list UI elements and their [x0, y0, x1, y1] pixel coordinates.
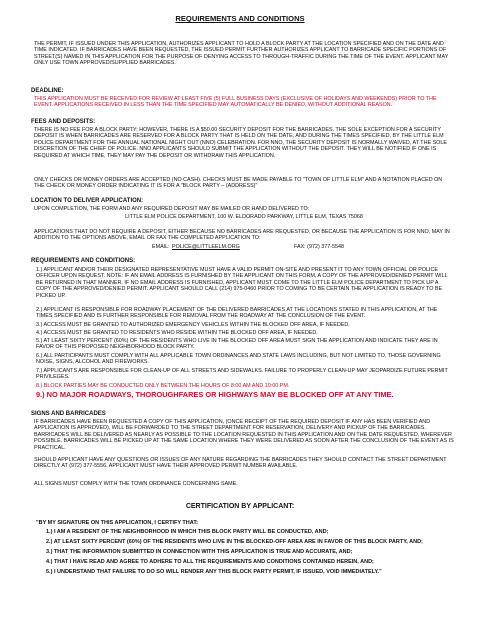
signs-heading: SIGNS AND BARRICADES — [31, 411, 106, 417]
requirement-item-7: 7.) APPLICANTS ARE RESPONSIBLE FOR CLEAN-UP OF ALL STREETS AND SIDEWALKS. FAILURE TO PROPERLY CLEAN-UP MAY JEOPARDIZE FUTURE PERMIT PRIVILEGES. — [36, 368, 448, 381]
fees-payment-text: ONLY CHECKS OR MONEY ORDERS ARE ACCEPTED (NO CASH). CHECKS MUST BE MADE PAYABLE TO "TOWN OF LITTLE ELM" AND A NOTATION PLACED ON THE CHECK OR MONEY ORDER INDICATING IT IS FOR A "BLOCK PARTY – (ADDRESS)" — [34, 177, 443, 190]
requirement-item-1: 1.) APPLICANT AND/OR THEIR DESIGNATED REPRESENTATIVE MUST HAVE A VALID PERMIT ON-SITE AND PRESENT IT TO ANY TOWN OFFICIAL OR POLICE OFFICER UPON REQUEST. NOTE: IF AN EMAIL ADDRESS IS FURNISHED BY THE APPLICANT ON THIS FORM, A COPY OF THE APPROVED/DENIED PERMIT WILL BE RETURNED IN THAT MANNER. IF NO EMAIL ADDRESS IS FURNISHED, APPLICANT MUST COME TO THE LITTLE ELM POLICE DEPARTMENT TO PICK UP A COPY OF THE APPROVED/DENIED PERMIT. APPLICANT SHOULD CALL (214) 975-0460 PRIOR TO COMING TO BE CERTAIN THE APPLICATION IS READY TO BE PICKED UP. — [36, 267, 448, 299]
certification-item-2: 2.) AT LEAST SIXTY PERCENT (60%) OF THE RESIDENTS WHO LIVE IN THE BLOCKED-OFF AREA ARE IN FAVOR OF THIS BLOCK PARTY, AND; — [46, 539, 423, 545]
certification-item-1: 1.) I AM A RESIDENT OF THE NEIGHBORHOOD IN WHICH THIS BLOCK PARTY WILL BE CONDUCTED, AND; — [46, 529, 329, 535]
requirement-item-2: 2.) APPLICANT IS RESPONSIBLE FOR ROADWAY PLACEMENT OF THE DELIVERED BARRICADES AT THE LOCATIONS STATED IN THIS APPLICATION, AT THE TIMES SPECIFIED AND IS FURTHER RESPONSIBLE FOR REMOVAL FROM THE ROADWAY AT THE CONCLUSION OF THE EVENT. — [36, 307, 438, 320]
requirement-item-3: 3.) ACCESS MUST BE GRANTED TO AUTHORIZED EMERGENCY VEHICLES WITHIN THE BLOCKED OFF AREA, IF NEEDED. — [36, 322, 350, 328]
requirement-item-8: 8.) BLOCK PARTIES MAY BE CONDUCTED ONLY BETWEEN THE HOURS OF 8:00 AM AND 10:00 PM. — [36, 383, 290, 389]
signs-contact-text: SHOULD APPLICANT HAVE ANY QUESTIONS OR ISSUES OF ANY NATURE REGARDING THE BARRICADES THEY SHOULD CONTACT THE STREET DEPARTMENT DIRECTLY AT (972) 377-5556. APPLICANT MUST HAVE THEIR APPROVED PERMIT NUMBER AVAILABLE. — [34, 457, 447, 470]
deadline-heading: DEADLINE: — [31, 88, 64, 94]
location-heading: LOCATION TO DELIVER APPLICATION: — [31, 198, 144, 204]
page-title: REQUIREMENTS AND CONDITIONS — [175, 14, 305, 23]
location-email-fax-text: APPLICATIONS THAT DO NOT REQUIRE A DEPOSIT, EITHER BECAUSE NO BARRICADES ARE REQUESTED, OR BECAUSE THE APPLICATION IS FOR NNO, MAY IN ADDITION TO THE OPTIONS ABOVE, EMAIL OR FAX THE COMPLETED APPLICATION TO: — [34, 229, 450, 242]
certification-item-3: 3.) THAT THE INFORMATION SUBMITTED IN CONNECTION WITH THIS APPLICATION IS TRUE AND ACCURATE, AND; — [46, 549, 353, 555]
email-label: EMAIL: — [152, 244, 170, 250]
fax-number: FAX: (972) 377-5548 — [294, 244, 345, 250]
deadline-text: THIS APPLICATION MUST BE RECEIVED FOR REVIEW AT LEAST FIVE (5) FULL BUSINESS DAYS (EXCLUSIVE OF HOLIDAYS AND WEEKENDS) PRIOR TO THE EVENT. APPLICATIONS RECEIVED IN LESS THAN THE TIME SPECIFIED MAY AUTOMATICALLY BE DENIED, WITHOUT ADDITIONAL REASON. — [34, 96, 437, 109]
delivery-address: LITTLE ELM POLICE DEPARTMENT, 100 W. ELDORADO PARKWAY, LITTLE ELM, TEXAS 75068 — [125, 214, 363, 220]
signs-text: IF BARRICADES HAVE BEEN REQUESTED A COPY OF THIS APPLICATION, (ONCE RECEIPT OF THE REQUIRED DEPOSIT IF ANY HAS BEEN VERIFIED AND APPLICATION IS APPROVED), WILL BE FORWARDED TO THE STREET DEPARTMENT FOR RESERVATION, DELIVERY AND PICKUP OF THE BARRICADES. BARRICADES WILL BE DELIVERED AS NEARLY AS POSSIBLE TO THE LOCATION REQUESTED IN THIS APPLICATION AND ON THE DATE REQUESTED, WHEREVER POSSIBLE. BARRICADES WILL BE PICKED UP AT THE SAME LOCATION WHERE THEY WERE DELIVERED AS SOON AFTER THE CONCLUSION OF THE EVENT AS IS PRACTICAL. — [34, 419, 454, 451]
requirement-item-4: 4.) ACCESS MUST BE GRANTED TO RESIDENTS WHO RESIDE WITHIN THE BLOCKED OFF AREA, IF NEEDED. — [36, 330, 318, 336]
location-text: UPON COMPLETION, THE FORM AND ANY REQUIRED DEPOSIT MAY BE MAILED OR HAND DELIVERED TO: — [34, 206, 310, 212]
intro-paragraph: THE PERMIT, IF ISSUED UNDER THIS APPLICATION, AUTHORIZES APPLICANT TO HOLD A BLOCK PARTY AT THE LOCATION SPECIFIED AND ON THE DATE AND TIME INDICATED. IF BARRICADES HAVE BEEN REQUESTED, THE ISSUED PERMIT FURTHER AUTHORIZES APPLICANT TO BARRICADE SPECIFIC PORTIONS OF STREET(S) NAMED IN THIS APPLICATION FOR THE PURPOSE OF DENYING ACCESS TO THROUGH-TRAFFIC DURING THE TIME OF THE EVENT. APPLICANT MAY ONLY USE TOWN APPROVED/SUPPLIED BARRICADES. — [34, 41, 449, 67]
requirements-heading: REQUIREMENTS AND CONDITIONS: — [31, 258, 136, 264]
email-link[interactable]: POLICE@LITTLEELM.ORG — [172, 244, 240, 250]
fees-text: THERE IS NO FEE FOR A BLOCK PARTY; HOWEVER, THERE IS A $50.00 SECURITY DEPOSIT FOR THE BARRICADES. THE SOLE EXCEPTION FOR A SECURITY DEPOSIT IS WHEN BARRICADES ARE RESERVED FOR A BLOCK PARTY THAT IS HELD ON THE DATE, AND DURING THE TIMES SPECIFIED, BY THE LITTLE ELM POLICE DEPARTMENT FOR THE ANNUAL NATIONAL NIGHT OUT (NNO) CELEBRATION. FOR NNO, THE SECURITY DEPOSIT IS NORMALLY WAIVED, AT THE SOLE DISCRETION OF THE CHIEF OF POLICE. NNO APPLICANTS SHOULD SUBMIT THE APPLICATION WITHOUT THE DEPOSIT. THEY WILL BE NOTIFIED IF ONE IS REQUIRED AT WHICH TIME, THEY MAY PAY THE DEPOSIT OR WITHDRAW THIS APPLICATION. — [34, 127, 447, 159]
requirement-item-5: 5.) AT LEAST SIXTY PERCENT (60%) OF THE RESIDENTS WHO LIVE IN THE BLOCKED OFF AREA MUST SIGN THE APPLICATION AND INDICATE THEY ARE IN FAVOR OF THIS PROPOSED NEIGHBORHOOD BLOCK PARTY. — [36, 338, 438, 351]
certification-lead: "BY MY SIGNATURE ON THIS APPLICATION, I CERTIFY THAT: — [36, 520, 198, 526]
certification-item-4: 4.) THAT I HAVE READ AND AGREE TO ADHERE TO ALL THE REQUIREMENTS AND CONDITIONS CONTAINED HEREIN, AND; — [46, 559, 374, 565]
signs-ordinance-text: ALL SIGNS MUST COMPLY WITH THE TOWN ORDINANCE CONCERNING SAME. — [34, 481, 238, 487]
requirement-item-9: 9.) NO MAJOR ROADWAYS, THOROUGHFARES OR HIGHWAYS MAY BE BLOCKED OFF AT ANY TIME. — [36, 390, 394, 399]
certification-heading: CERTIFICATION BY APPLICANT: — [185, 503, 295, 510]
certification-item-5: 5.) I UNDERSTAND THAT FAILURE TO DO SO WILL RENDER ANY THIS BLOCK PARTY PERMIT, IF ISSUED, VOID IMMEDIATELY." — [46, 569, 382, 575]
requirement-item-6: 6.) ALL PARTICIPANTS MUST COMPLY WITH ALL APPLICABLE TOWN ORDINANCES AND STATE LAWS INCLUDING, BUT NOT LIMITED TO, THOSE GOVERNING NOISE, SIGNS, ALCOHOL AND FIREWORKS. — [36, 353, 441, 366]
fees-heading: FEES AND DEPOSITS: — [31, 119, 96, 125]
